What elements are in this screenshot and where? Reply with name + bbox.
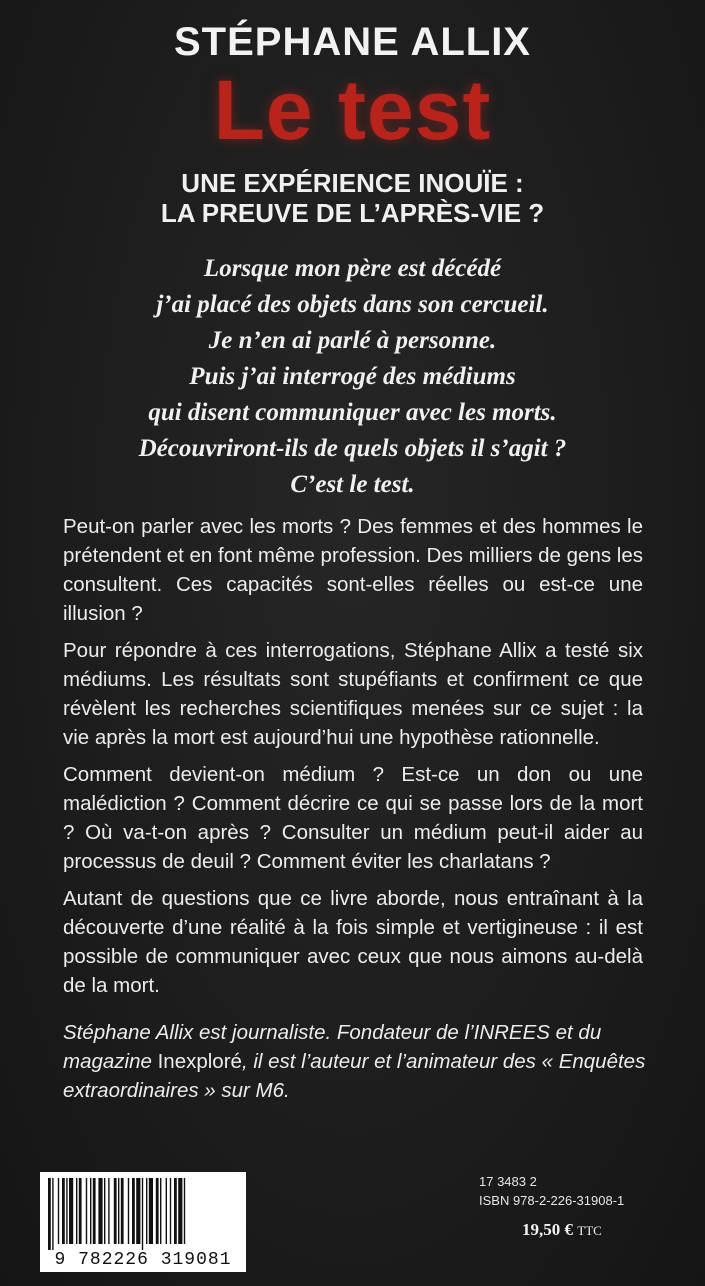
subtitle (0, 168, 705, 228)
price-value: 19,50 € (522, 1220, 573, 1239)
barcode-bar (156, 1178, 159, 1244)
barcode-bar (118, 1178, 119, 1244)
subtitle-line: UNE EXPÉRIENCE INOUÏE : (181, 168, 524, 198)
barcode-bar (90, 1178, 91, 1244)
quote-line: qui disent communiquer avec les morts. (148, 399, 557, 426)
bio-text: Stéphane Allix est journaliste. Fondateur de l’INREES et du magazine (63, 1021, 602, 1073)
barcode (40, 1172, 246, 1272)
barcode-bar (69, 1178, 73, 1244)
subtitle-line: LA PREUVE DE L’APRÈS-VIE ? (160, 198, 545, 228)
barcode-bar (178, 1178, 182, 1244)
barcode-bar (58, 1178, 59, 1244)
reference-info (479, 1172, 624, 1210)
quote-line: Découvriront-ils de quels objets il s’agit ? (138, 435, 567, 462)
barcode-bar (79, 1178, 82, 1244)
quote-line: Puis j’ai interrogé des médiums (189, 363, 516, 390)
barcode-bar (66, 1178, 67, 1244)
reference-code: 17 3483 2 (479, 1174, 537, 1189)
bio-text: , il est l’auteur et l’animateur des « Enquêtes extraordinaires » sur M6. (63, 1050, 646, 1102)
barcode-bar (136, 1178, 140, 1244)
barcode-bar (104, 1178, 105, 1244)
barcode-bar (166, 1178, 167, 1244)
blurb (63, 512, 643, 1008)
quote-line: Lorsque mon père est décédé (203, 255, 502, 282)
price-ttc: TTC (577, 1223, 602, 1238)
barcode-bar (93, 1178, 96, 1244)
barcode-bar (184, 1178, 185, 1244)
barcode-bar (142, 1178, 143, 1250)
barcode-bar (132, 1178, 135, 1244)
barcode-bar (76, 1178, 77, 1244)
barcode-bar (52, 1178, 53, 1250)
barcode-number: 9 782226 319081 (54, 1250, 232, 1270)
author-bio (63, 1018, 648, 1105)
book-title: Le test (213, 63, 492, 157)
barcode-bar (86, 1178, 87, 1244)
pull-quote (0, 251, 705, 503)
quote-line: Je n’en ai parlé à personne. (208, 327, 497, 354)
blurb-paragraph: Comment devient-on médium ? Est-ce un don ou une malédiction ? Comment décrire ce qui se passe lors de la mort ? Où va-t-on après ? Consulter un médium peut-il aider au processus de deuil ? Comment éviter les charlatans ? (63, 763, 643, 873)
magazine-name: Inexploré (157, 1050, 242, 1073)
quote-line: j’ai placé des objets dans son cercueil. (156, 291, 549, 318)
barcode-bar (146, 1178, 147, 1244)
barcode-bar (108, 1178, 109, 1244)
barcode-bar (62, 1178, 65, 1244)
blurb-paragraph: Pour répondre à ces interrogations, Stéphane Allix a testé six médiums. Les résultats sont stupéfiants et confirment ce que révèlent les recherches scientifiques menées sur ce sujet : la vie après la mort est aujourd’hui une hypothèse rationnelle. (63, 639, 643, 749)
blurb-paragraph: Peut-on parler avec les morts ? Des femmes et des hommes le prétendent et en font même profession. Des milliers de gens les consultent. Ces capacités sont-elles réelles ou est-ce une illusion ? (63, 515, 643, 625)
barcode-bar (121, 1178, 124, 1244)
barcode-bar (98, 1178, 102, 1244)
blurb-paragraph: Autant de questions que ce livre aborde, nous entraînant à la découverte d’une réalité à la fois simple et vertigineuse : il est possible de communiquer avec ceux que nous aimons au-delà de la mort. (63, 887, 643, 997)
barcode-bar (160, 1178, 161, 1244)
price (522, 1220, 602, 1240)
barcode-bar (114, 1178, 117, 1244)
author-name: STÉPHANE ALLIX (174, 20, 531, 64)
barcode-bars (48, 1178, 238, 1250)
barcode-bar (170, 1178, 171, 1244)
barcode-bar (149, 1178, 153, 1244)
barcode-bar (48, 1178, 51, 1250)
isbn: ISBN 978-2-226-31908-1 (479, 1193, 625, 1208)
quote-line: C’est le test. (290, 471, 415, 498)
barcode-bar (128, 1178, 129, 1244)
barcode-bar (174, 1178, 177, 1244)
